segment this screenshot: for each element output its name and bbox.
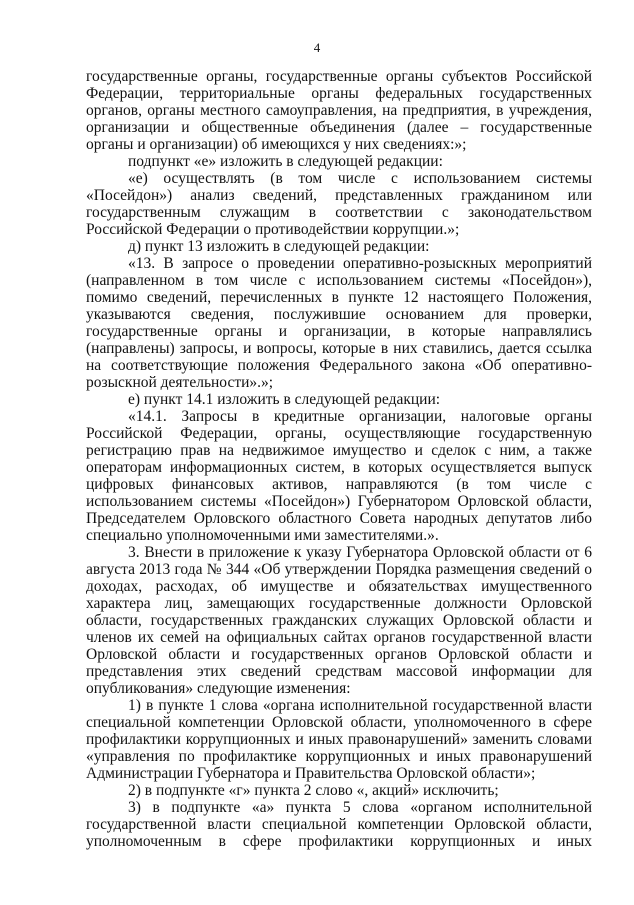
paragraph: д) пункт 13 изложить в следующей редакции: bbox=[128, 238, 430, 255]
paragraph: 3) в подпункте «а» пункта 5 слова «органом исполнительной государственной власти специальной компетенции Орловской области, уполномоченным в сфере профилактики коррупционных и иных bbox=[86, 799, 592, 850]
paragraph: 2) в подпункте «г» пункта 2 слово «, акций» исключить; bbox=[128, 782, 499, 799]
paragraph: 3. Внести в приложение к указу Губернатора Орловской области от 6 августа 2013 года № 344 «Об утверждении Порядка размещения сведений о доходах, расходах, об имуществе и обязательствах имущественного характера лиц, замещающих государственные должности Орловской области, государственных гражданских служащих Орловской области и членов их семей на официальных сайтах органов государственной власти Орловской области и государственных органов Орловской области и представления этих сведений средствам массовой информации для опубликования» следующие изменения: bbox=[86, 544, 592, 697]
paragraph: «13. В запросе о проведении оперативно-розыскных мероприятий (направленном в том числе с использованием системы «Посейдон»), помимо сведений, перечисленных в пункте 12 настоящего Положения, указываются сведения, послужившие основанием для проверки, государственные органы и организации, в которые направлялись (направлены) запросы, и вопросы, которые в них ставились, дается ссылка на соответствующие положения Федерального закона «Об оперативно-розыскной деятельности».»; bbox=[86, 255, 592, 391]
paragraph: «14.1. Запросы в кредитные организации, налоговые органы Российской Федерации, органы, осуществляющие государственную регистрацию прав на недвижимое имущество и сделок с ним, а также операторам информационных систем, в которых осуществляется выпуск цифровых финансовых активов, направляются (в том числе с использованием системы «Посейдон») Губернатором Орловской области, Председателем Орловского областного Совета народных депутатов либо специально уполномоченными ими заместителями.». bbox=[86, 408, 592, 544]
paragraph: подпункт «е» изложить в следующей редакции: bbox=[128, 153, 443, 170]
paragraph: е) пункт 14.1 изложить в следующей редакции: bbox=[128, 391, 441, 408]
paragraph: государственные органы, государственные органы субъектов Российской Федерации, территориальные органы федеральных государственных органов, органы местного самоуправления, на предприятия, в учреждения, организации и общественные объединения (далее – государственные органы и организации) об имеющихся у них сведениях:»; bbox=[86, 68, 592, 153]
document-body bbox=[86, 68, 592, 850]
paragraph: 1) в пункте 1 слова «органа исполнительной государственной власти специальной компетенции Орловской области, уполномоченного в сфере профилактики коррупционных и иных правонарушений» заменить словами «управления по профилактике коррупционных и иных правонарушений Администрации Губернатора и Правительства Орловской области»; bbox=[86, 697, 592, 782]
paragraph: «е) осуществлять (в том числе с использованием системы «Посейдон») анализ сведений, представленных гражданином или государственным служащим в соответствии с законодательством Российской Федерации о противодействии коррупции.»; bbox=[86, 170, 592, 238]
page-number: 4 bbox=[313, 40, 321, 55]
